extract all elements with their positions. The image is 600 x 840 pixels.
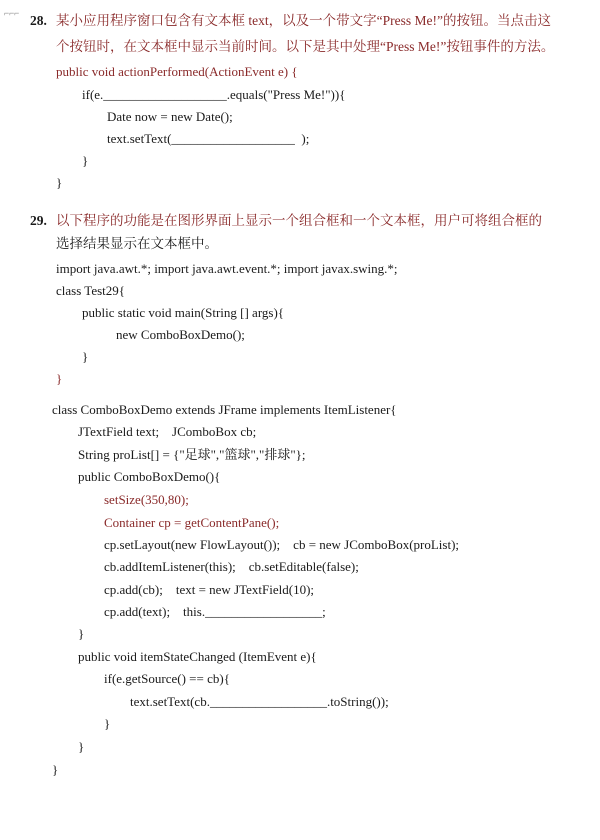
- q28-text-line1: 某小应用程序窗口包含有文本框 text，以及一个带文字“Press Me!”的按钮。当点击这: [56, 13, 551, 28]
- q28-code-line: Date now = new Date();: [107, 109, 233, 124]
- q29-code-line: }: [82, 349, 89, 364]
- corner-mark: ⌐⌐⌐: [4, 8, 20, 18]
- q29-code-line: public static void main(String [] args){: [82, 305, 285, 320]
- q29-code-line: }: [56, 371, 63, 386]
- q28-number: 28.: [30, 13, 47, 28]
- q29-number: 29.: [30, 213, 47, 228]
- q29-code-line: cp.setLayout(new FlowLayout()); cb = new JComboBox(proList);: [104, 537, 460, 552]
- q29-code-line: String proList[] = {"足球","篮球","排球"};: [78, 447, 306, 462]
- q29-code-line: class Test29{: [56, 283, 125, 298]
- q29-code-line: JTextField text; JComboBox cb;: [78, 424, 257, 439]
- q29-code-line: public ComboBoxDemo(){: [78, 469, 221, 484]
- q29-code-line: public void itemStateChanged (ItemEvent e){: [78, 649, 317, 664]
- q28-code-line: text.setText(___________________ );: [107, 131, 310, 146]
- q29-code-line: new ComboBoxDemo();: [116, 327, 245, 342]
- q29-code-line: }: [52, 762, 59, 777]
- q28-code-line: }: [56, 175, 63, 190]
- q29-text-line1: 以下程序的功能是在图形界面上显示一个组合框和一个文本框，用户可将组合框的: [56, 213, 542, 228]
- q29-code-line: }: [78, 626, 85, 641]
- q28-text-line2: 个按钮时，在文本框中显示当前时间。以下是其中处理“Press Me!”按钮事件的方法。: [56, 39, 555, 54]
- q28-code-line: if(e.___________________.equals("Press Me!")){: [82, 87, 346, 102]
- q29-code-line: text.setText(cb.__________________.toString());: [130, 694, 389, 709]
- q28-code-line: public void actionPerformed(ActionEvent e) {: [56, 64, 298, 79]
- q29-code-line: Container cp = getContentPane();: [104, 515, 280, 530]
- q29-code-line: }: [104, 716, 111, 731]
- q29-code-line: cp.add(cb); text = new JTextField(10);: [104, 582, 315, 597]
- q29-code-line: setSize(350,80);: [104, 492, 189, 507]
- q29-text-line2: 选择结果显示在文本框中。: [56, 236, 218, 251]
- q29-code-line: import java.awt.*; import java.awt.event.*; import javax.swing.*;: [56, 261, 398, 276]
- q29-code-line: class ComboBoxDemo extends JFrame implements ItemListener{: [52, 402, 397, 417]
- q29-code-line: cb.addItemListener(this); cb.setEditable(false);: [104, 559, 359, 574]
- q29-code-line: cp.add(text); this.__________________;: [104, 604, 326, 619]
- q29-code-line: }: [78, 739, 85, 754]
- q28-code-line: }: [82, 153, 89, 168]
- q29-code-line: if(e.getSource() == cb){: [104, 671, 230, 686]
